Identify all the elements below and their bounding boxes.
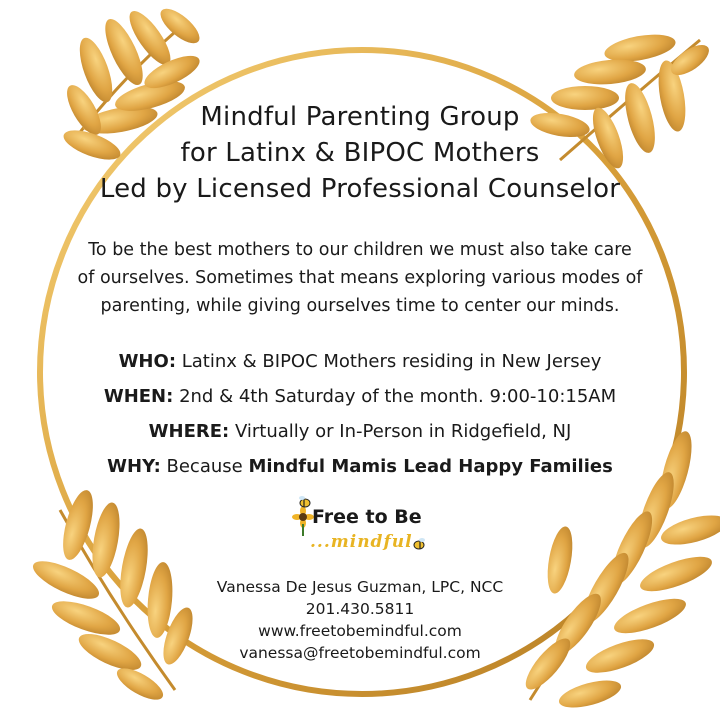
contact-phone: 201.430.5811 xyxy=(305,600,415,618)
detail-where: WHERE: Virtually or In-Person in Ridgefield, NJ xyxy=(148,421,572,442)
contact-email: vanessa@freetobemindful.com xyxy=(239,644,481,662)
logo-sub-text: ...mindful xyxy=(310,532,413,552)
contact-name: Vanessa De Jesus Guzman, LPC, NCC xyxy=(216,578,504,596)
brand-logo xyxy=(290,500,430,562)
where-text: Virtually or In-Person in Ridgefield, NJ xyxy=(234,421,572,442)
why-emphasis: Mindful Mamis Lead Happy Families xyxy=(248,456,613,477)
intro-line-3: parenting, while giving ourselves time to center our minds. xyxy=(100,296,620,316)
detail-why: WHY: Because Mindful Mamis Lead Happy Families xyxy=(107,456,613,477)
logo-main-text: Free to Be xyxy=(312,506,422,528)
detail-when: WHEN: 2nd & 4th Saturday of the month. 9:00-10:15AM xyxy=(103,386,617,407)
who-text: Latinx & BIPOC Mothers residing in New Jersey xyxy=(181,351,602,372)
why-text: Because xyxy=(166,456,243,477)
detail-who: WHO: Latinx & BIPOC Mothers residing in New Jersey xyxy=(118,351,602,372)
who-label: WHO xyxy=(118,351,169,372)
title-line-1: Mindful Parenting Group xyxy=(200,102,520,132)
intro-line-1: To be the best mothers to our children we must also take care xyxy=(88,240,632,260)
title-line-3: Led by Licensed Professional Counselor xyxy=(99,174,621,204)
title-line-2: for Latinx & BIPOC Mothers xyxy=(180,138,540,168)
intro-line-2: of ourselves. Sometimes that means exploring various modes of xyxy=(77,268,643,288)
why-label: WHY xyxy=(107,456,154,477)
bee-icon xyxy=(298,496,312,508)
contact-website: www.freetobemindful.com xyxy=(258,622,462,640)
where-label: WHERE xyxy=(148,421,223,442)
when-text: 2nd & 4th Saturday of the month. 9:00-10:15AM xyxy=(179,386,617,407)
when-label: WHEN xyxy=(103,386,167,407)
bee-icon xyxy=(412,538,426,550)
